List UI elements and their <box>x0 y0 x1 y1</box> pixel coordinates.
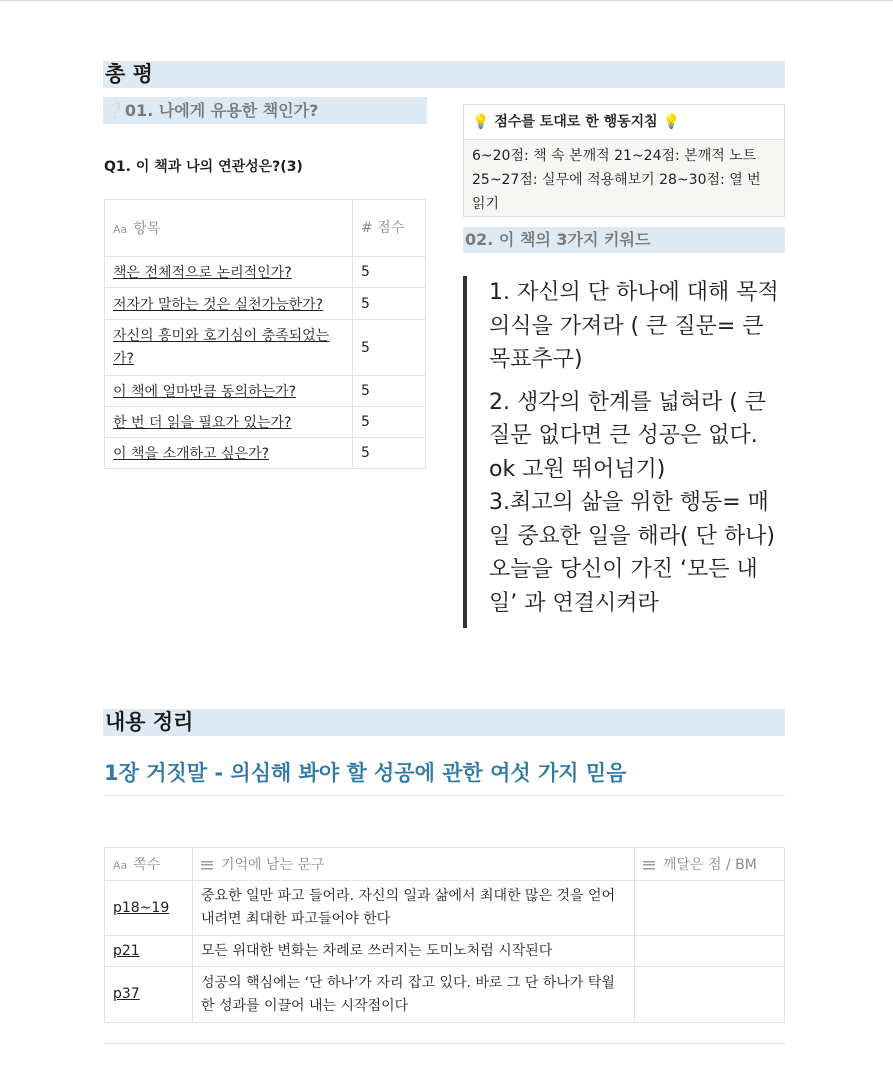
row-page-cell[interactable] <box>105 881 193 936</box>
review-heading <box>103 61 785 88</box>
section-keywords-heading <box>463 227 785 253</box>
quote-table-header <box>105 848 785 881</box>
row-page-link[interactable]: p21 <box>113 942 140 959</box>
row-item-cell[interactable] <box>105 320 353 376</box>
row-score-cell[interactable]: 5 <box>353 407 426 438</box>
row-item-cell[interactable] <box>105 376 353 407</box>
title-property-icon: Aa <box>113 223 128 236</box>
col-score-label: # 점수 <box>361 220 405 236</box>
callout-body: 6~20점: 책 속 본깨적 21~24점: 본깨적 노트 25~27점: 실무에 적용해보기 28~30점: 열 번 읽기 <box>472 148 761 212</box>
section-useful-heading <box>103 97 427 124</box>
row-score-cell[interactable]: 5 <box>353 257 426 288</box>
question-mark-icon: ❔ <box>105 101 125 120</box>
text-property-icon <box>201 861 213 870</box>
row-page-cell[interactable] <box>105 967 193 1023</box>
row-page-link[interactable]: p18~19 <box>113 899 170 916</box>
callout-title <box>464 105 784 140</box>
col-note-header[interactable] <box>635 848 785 881</box>
col-item-label: 항목 <box>133 221 161 237</box>
table-row[interactable] <box>105 407 426 438</box>
chapter-title: 1장 거짓말 - 의심해 봐야 할 성공에 관한 여섯 가지 믿음 <box>104 757 785 796</box>
col-page-header[interactable] <box>105 848 193 881</box>
lightbulb-icon: 💡 <box>472 114 490 130</box>
row-score-cell[interactable]: 5 <box>353 320 426 376</box>
table-row[interactable] <box>105 881 785 936</box>
row-item-link[interactable]: 한 번 더 읽을 필요가 있는가? <box>113 415 292 431</box>
keyword-item: 3.최고의 삶을 위한 행동= 매일 중요한 일을 해라( 단 하나) 오늘을 당신이 가진 ‘모든 내일’ 과 연결시켜라 <box>489 490 775 616</box>
top-divider <box>0 0 893 1</box>
row-item-cell[interactable] <box>105 257 353 288</box>
table-row[interactable] <box>105 320 426 376</box>
row-quote-cell[interactable]: 모든 위대한 변화는 차례로 쓰러지는 도미노처럼 시작된다 <box>193 936 635 967</box>
score-table-header <box>105 200 426 257</box>
col-page-label: 쪽수 <box>133 857 161 873</box>
row-quote-cell[interactable]: 성공의 핵심에는 ‘단 하나’가 자리 잡고 있다. 바로 그 단 하나가 탁월한 성과를 이끌어 내는 시작점이다 <box>193 967 635 1023</box>
title-property-icon: Aa <box>113 859 128 872</box>
row-quote-cell[interactable]: 중요한 일만 파고 들어라. 자신의 일과 삶에서 최대한 많은 것을 얻어 내려면 최대한 파고들어야 한다 <box>193 881 635 936</box>
row-item-link[interactable]: 저자가 말하는 것은 실천가능한가? <box>113 296 324 313</box>
row-score-cell[interactable]: 5 <box>353 376 426 407</box>
action-guide-callout <box>463 104 785 217</box>
row-note-cell[interactable] <box>635 936 785 967</box>
review-heading-text: 총 평 <box>105 62 153 86</box>
row-item-cell[interactable] <box>105 288 353 320</box>
col-note-label: 깨달은 점 / BM <box>663 857 757 873</box>
row-score-cell[interactable]: 5 <box>353 288 426 320</box>
col-quote-header[interactable] <box>193 848 635 881</box>
row-score-cell[interactable]: 5 <box>353 438 426 469</box>
col-score-header[interactable] <box>353 200 426 257</box>
score-table <box>104 199 426 469</box>
table-row[interactable] <box>105 288 426 320</box>
row-item-link[interactable]: 책은 전체적으로 논리적인가? <box>113 265 292 281</box>
col-item-header[interactable] <box>105 200 353 257</box>
keyword-item: 2. 생각의 한계를 넓혀라 ( 큰 질문 없다면 큰 성공은 없다. ok 고원 뛰어넘기) <box>489 389 767 482</box>
quote-table <box>104 847 785 1023</box>
callout-title-text: 점수를 토대로 한 행동지침 <box>494 114 658 130</box>
summary-heading-text: 내용 정리 <box>105 710 194 734</box>
row-item-cell[interactable] <box>105 438 353 469</box>
row-item-link[interactable]: 자신의 흥미와 호기심이 충족되었는가? <box>113 327 330 367</box>
table-row[interactable] <box>105 936 785 967</box>
table-row[interactable] <box>105 257 426 288</box>
row-page-cell[interactable] <box>105 936 193 967</box>
section-useful-title: 01. 나에게 유용한 책인가? <box>124 101 319 120</box>
section-keywords-title: 02. 이 책의 3가지 키워드 <box>465 230 651 249</box>
lightbulb-icon: 💡 <box>662 114 681 130</box>
q1-heading: Q1. 이 책과 나의 연관성은?(3) <box>104 159 303 175</box>
row-note-cell[interactable] <box>635 967 785 1023</box>
row-item-cell[interactable] <box>105 407 353 438</box>
row-item-link[interactable]: 이 책을 소개하고 싶은가? <box>113 446 270 462</box>
table-bottom-divider <box>104 1043 785 1044</box>
row-page-link[interactable]: p37 <box>113 986 140 1002</box>
row-item-link[interactable]: 이 책에 얼마만큼 동의하는가? <box>113 384 297 400</box>
row-note-cell[interactable] <box>635 881 785 936</box>
col-quote-label: 기억에 남는 문구 <box>221 857 325 873</box>
keyword-item: 1. 자신의 단 하나에 대해 목적 의식을 가져라 ( 큰 질문= 큰 목표추구) <box>489 280 779 372</box>
table-row[interactable] <box>105 967 785 1023</box>
text-property-icon <box>643 861 655 870</box>
table-row[interactable] <box>105 438 426 469</box>
summary-heading <box>103 709 785 736</box>
table-row[interactable] <box>105 376 426 407</box>
keywords-quote <box>463 276 785 628</box>
